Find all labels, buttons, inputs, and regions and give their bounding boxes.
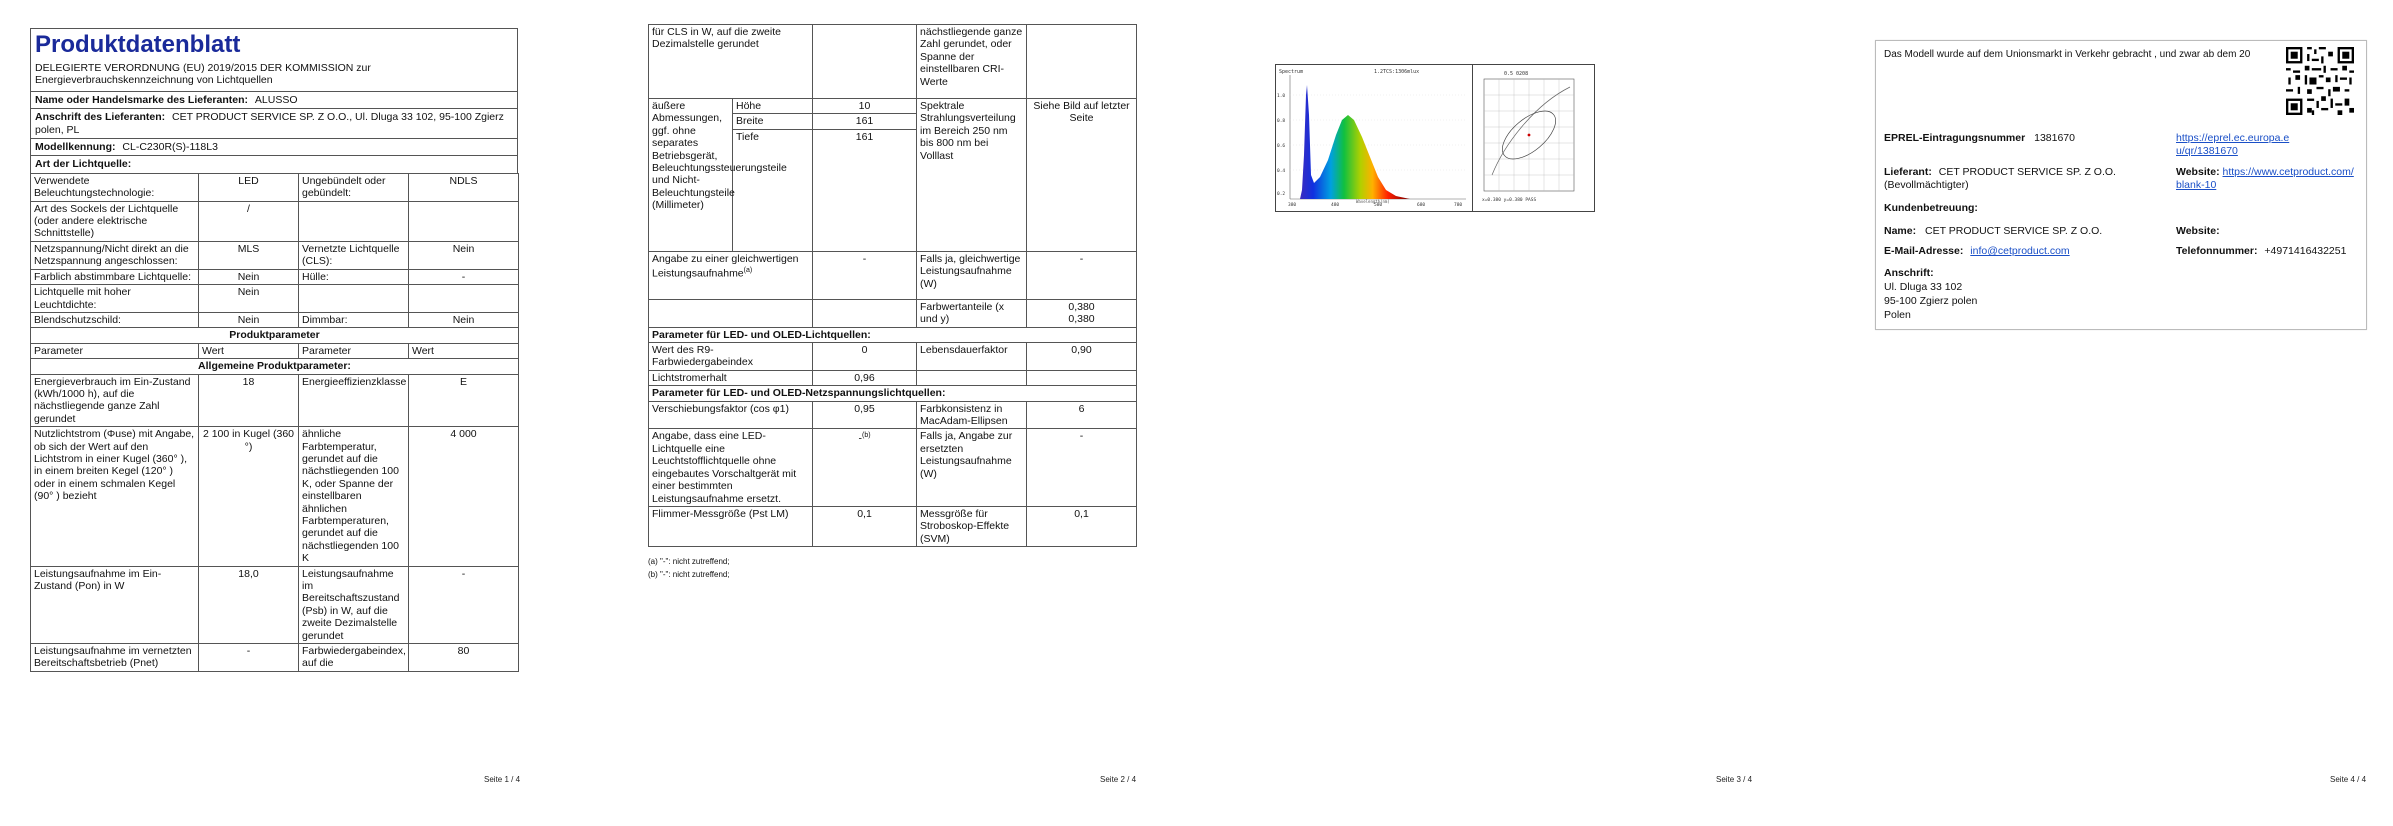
cell	[649, 299, 813, 327]
cell: -	[409, 269, 519, 284]
cell: -	[409, 566, 519, 643]
regulation-text: DELEGIERTE VERORDNUNG (EU) 2019/2015 DER KOMMISSION zur Energieverbrauchskennzeichnung von Lichtquellen	[35, 62, 371, 87]
cell: äußere Abmessungen, ggf. ohne separates Betriebsgerät, Beleuchtungssteuerungsteile und Nicht-Beleuchtungsteile (Millimeter)	[649, 99, 733, 252]
cell: Leistungsaufnahme im Bereitschaftszustand (Psb) in W, auf die zweite Dezimalstelle gerundet	[299, 566, 409, 643]
phone-row	[2176, 245, 2346, 257]
cell: Falls ja, Angabe zur ersetzten Leistungsaufnahme (W)	[917, 429, 1027, 506]
spectrum-ylabel: Spectrum	[1279, 69, 1304, 75]
cell: Dimmbar:	[299, 312, 409, 327]
chromaticity-point	[1528, 134, 1531, 137]
table-row	[31, 173, 519, 201]
supplier-label: Lieferant:	[1884, 166, 1932, 178]
planckian-locus	[1492, 87, 1570, 175]
model-value: CL-C230R(S)-118L3	[122, 141, 218, 154]
table-header-row	[31, 343, 519, 358]
spectrum-xtick: 680	[1417, 203, 1426, 208]
cell: Nein	[199, 269, 299, 284]
footnote-b: (b) "-": nicht zutreffend;	[648, 570, 730, 580]
page1-content	[30, 28, 518, 672]
cell: LED	[199, 173, 299, 201]
page-number: Seite 1 / 4	[484, 775, 521, 784]
spectrum-ytick: 0.2	[1277, 192, 1286, 197]
table-row	[649, 401, 1137, 429]
page-2	[620, 0, 1180, 826]
table-row	[649, 506, 1137, 546]
cell: 6	[1027, 401, 1137, 429]
cell: Farbkonsistenz in MacAdam-Ellipsen	[917, 401, 1027, 429]
cell: Flimmer-Messgröße (Pst LM)	[649, 506, 813, 546]
cell: /	[199, 201, 299, 241]
phone-label: Telefonnummer:	[2176, 245, 2258, 257]
table-row	[649, 370, 1137, 385]
light-source-type-row: Art der Lichtquelle:	[30, 155, 518, 172]
cell: 10	[813, 99, 917, 114]
table-row	[31, 241, 519, 269]
customer-care-label: Kundenbetreuung:	[1884, 202, 1978, 214]
footnote-a: (a) "-": nicht zutreffend;	[648, 557, 730, 567]
cell: Verschiebungsfaktor (cos φ1)	[649, 401, 813, 429]
cell: Angabe zu einer gleichwertigen Leistungsaufnahme$^{(a)}$	[649, 251, 813, 299]
divider	[1472, 65, 1473, 211]
supplier-address-row	[30, 108, 518, 138]
cell: -	[1027, 429, 1137, 506]
cell: Falls ja, gleichwertige Leistungsaufnahme (W)	[917, 251, 1027, 299]
cie-caption: x=0.380 y=0.380 PASS	[1482, 198, 1537, 203]
spectrum-xtick: 380	[1288, 203, 1297, 208]
cell: Lichtstromerhalt	[649, 370, 813, 385]
cell: Lebensdauerfaktor	[917, 343, 1027, 371]
cell: Netzspannung/Nicht direkt an die Netzspannung angeschlossen:	[31, 241, 199, 269]
page-number: Seite 3 / 4	[1716, 775, 1753, 784]
email-label: E-Mail-Adresse:	[1884, 245, 1964, 257]
care-name-label: Name:	[1884, 225, 1917, 237]
email-link[interactable]: info@cetproduct.com	[1970, 245, 2070, 257]
cell: Blendschutzschild:	[31, 312, 199, 327]
section-header-row	[31, 328, 519, 343]
eprel-link[interactable]: https://eprel.ec.europa.eu/qr/1381670	[2176, 132, 2290, 157]
table-row	[31, 644, 519, 672]
spectrum-xlabel: Wavelength(nm)	[1356, 199, 1390, 204]
cell: 0,95	[813, 401, 917, 429]
cell: Nein	[199, 312, 299, 327]
cell: 18	[199, 374, 299, 427]
eprel-label: EPREL-Eintragungsnummer	[1884, 132, 2026, 144]
table-row	[31, 201, 519, 241]
cell: 4 000	[409, 427, 519, 566]
spectrum-ytick: 0.6	[1277, 144, 1286, 149]
website-row	[2176, 166, 2358, 192]
col-header: Wert	[409, 343, 519, 358]
section-header-row	[31, 359, 519, 374]
cell: NDLS	[409, 173, 519, 201]
cell: Spektrale Strahlungsverteilung im Bereich 250 nm bis 800 nm bei Volllast	[917, 99, 1027, 252]
cell: Energieeffizienzklasse	[299, 374, 409, 427]
cell: Farblich abstimmbare Lichtquelle:	[31, 269, 199, 284]
page-title: Produktdatenblatt	[35, 31, 241, 58]
cell: -	[813, 251, 917, 299]
supplier-value: CET PRODUCT SERVICE SP. Z O.O. (Bevollmächtigter)	[1884, 166, 2116, 191]
light-source-table	[30, 173, 519, 672]
table-row	[649, 99, 1137, 114]
cell: Breite	[733, 114, 813, 129]
cell: Leistungsaufnahme im vernetzten Bereitschaftsbetrieb (Pnet)	[31, 644, 199, 672]
cell: Vernetzte Lichtquelle (CLS):	[299, 241, 409, 269]
table-row	[31, 312, 519, 327]
cell	[813, 25, 917, 99]
cell: Wert des R9-Farbwiedergabeindex	[649, 343, 813, 371]
col-header: Parameter	[31, 343, 199, 358]
cell: Nein	[409, 241, 519, 269]
cell	[1027, 25, 1137, 99]
care-website-label: Website:	[2176, 225, 2220, 237]
cell	[1027, 299, 1137, 327]
cell: für CLS in W, auf die zweite Dezimalstelle gerundet	[649, 25, 813, 99]
page-number: Seite 2 / 4	[1100, 775, 1137, 784]
table-row	[31, 566, 519, 643]
cell: 2 100 in Kugel (360 °)	[199, 427, 299, 566]
cell: 0,1	[1027, 506, 1137, 546]
supplier-name-row	[30, 91, 518, 108]
table-row	[649, 251, 1137, 299]
chroma-y: 0,380	[1068, 313, 1095, 326]
cell: 0	[813, 343, 917, 371]
table-row	[31, 374, 519, 427]
address-label: Anschrift:	[1884, 267, 1934, 279]
address-line-2: 95-100 Zgierz polen	[1884, 295, 1978, 307]
cell: Ungebündelt oder gebündelt:	[299, 173, 409, 201]
spectrum-xtick: 480	[1331, 203, 1340, 208]
cell	[409, 285, 519, 313]
spectrum-title: 1.2TCS:1306mlux	[1374, 69, 1420, 75]
cell	[813, 299, 917, 327]
cell: 161	[813, 114, 917, 129]
table-row	[649, 299, 1137, 327]
phone-value: +4971416432251	[2264, 245, 2347, 257]
cell: Energieverbrauch im Ein-Zustand (kWh/1000 h), auf die nächstliegende ganze Zahl gerundet	[31, 374, 199, 427]
website-link[interactable]: https://www.cetproduct.com/blank-10	[2176, 166, 2354, 191]
cell: -$^{(b)}$	[813, 429, 917, 506]
cell	[409, 201, 519, 241]
chroma-x: 0,380	[1068, 300, 1095, 313]
cell: Farbwertanteile (x und y)	[917, 299, 1027, 327]
cell: 0,96	[813, 370, 917, 385]
supplier-row	[1884, 166, 2174, 192]
info-box	[1875, 40, 2367, 330]
page-number: Seite 4 / 4	[2330, 775, 2367, 784]
cell: Farbwiedergabeindex, auf die	[299, 644, 409, 672]
product-params-heading: Produktparameter	[31, 328, 519, 343]
cell	[1027, 370, 1137, 385]
spectrum-ytick: 0.4	[1277, 169, 1286, 174]
cell: -	[199, 644, 299, 672]
col-header: Wert	[199, 343, 299, 358]
cell: ähnliche Farbtemperatur, gerundet auf die nächstliegenden 100 K, oder Spanne der einstellbaren ähnlichen Farbtemperaturen, gerundet auf die nächstliegenden 100 K	[299, 427, 409, 566]
model-row	[30, 138, 518, 155]
table-row	[31, 427, 519, 566]
cell: 0,1	[813, 506, 917, 546]
address-line-3: Polen	[1884, 309, 1911, 321]
care-name-value: CET PRODUCT SERVICE SP. Z O.O.	[1925, 225, 2103, 237]
col-header: Parameter	[299, 343, 409, 358]
cell	[299, 285, 409, 313]
mains-params-heading: Parameter für LED- und OLED-Netzspannungslichtquellen:	[649, 386, 1137, 401]
spectrum-xtick: 580	[1374, 203, 1383, 208]
cell: Nein	[409, 312, 519, 327]
cell: Tiefe	[733, 129, 813, 251]
section-header-row	[649, 386, 1137, 401]
page-4	[1860, 0, 2393, 826]
params-table-continued	[648, 24, 1137, 547]
cell: Messgröße für Stroboskop-Effekte (SVM)	[917, 506, 1027, 546]
cell: Art des Sockels der Lichtquelle (oder andere elektrische Schnittstelle)	[31, 201, 199, 241]
cell	[299, 201, 409, 241]
email-row	[1884, 245, 2070, 257]
cell: Lichtquelle mit hoher Leuchtdichte:	[31, 285, 199, 313]
market-text: Das Modell wurde auf dem Unionsmarkt in Verkehr gebracht , und zwar ab dem 20	[1884, 49, 2251, 60]
section-header-row	[649, 327, 1137, 342]
cell: Siehe Bild auf letzter Seite	[1027, 99, 1137, 252]
cell: 18,0	[199, 566, 299, 643]
cell: Nein	[199, 285, 299, 313]
cell: Angabe, dass eine LED-Lichtquelle eine Leuchtstofflichtquelle ohne eingebautes Vorschaltgerät mit einer bestimmten Leistungsaufnahme ersetzt.	[649, 429, 813, 506]
cell: Nutzlichtstrom (Φuse) mit Angabe, ob sich der Wert auf den Lichtstrom in einer Kugel (360° ), in einem breiten Kegel (120° ) oder in einem schmalen Kegel (90° ) bezieht	[31, 427, 199, 566]
spectrum-xtick: 780	[1454, 203, 1463, 208]
table-row	[31, 269, 519, 284]
supplier-address-label: Anschrift des Lieferanten:	[35, 111, 166, 124]
table-row	[649, 25, 1137, 99]
table-row	[31, 285, 519, 313]
spectrum-ytick: 1.0	[1277, 94, 1286, 99]
cell: Leistungsaufnahme im Ein-Zustand (Pon) in W	[31, 566, 199, 643]
spectrum-chart	[1276, 65, 1472, 209]
cie-chart	[1474, 65, 1594, 209]
table-row	[649, 429, 1137, 506]
care-name-row	[1884, 225, 2102, 237]
cell: MLS	[199, 241, 299, 269]
cell: nächstliegende ganze Zahl gerundet, oder Spanne der einstellbaren CRI-Werte	[917, 25, 1027, 99]
cell: 80	[409, 644, 519, 672]
address-line-1: Ul. Dluga 33 102	[1884, 281, 1963, 293]
supplier-name-value: ALUSSO	[254, 93, 298, 106]
qr-code-icon	[2286, 47, 2354, 115]
cie-title: 0.5 0208	[1504, 71, 1529, 77]
spectrum-image	[1275, 64, 1595, 212]
cell: Hülle:	[299, 269, 409, 284]
cell: Höhe	[733, 99, 813, 114]
cell: -	[1027, 251, 1137, 299]
model-label: Modellkennung:	[35, 141, 116, 154]
eprel-value: 1381670	[2034, 132, 2075, 144]
cell	[917, 370, 1027, 385]
spectrum-ytick: 0.8	[1277, 119, 1286, 124]
general-params-heading: Allgemeine Produktparameter:	[31, 359, 519, 374]
page2-content	[648, 24, 1136, 579]
cell: 161	[813, 129, 917, 251]
header-block	[30, 28, 518, 91]
replace-value: -	[858, 432, 862, 445]
website-label: Website:	[2176, 166, 2220, 178]
led-params-heading: Parameter für LED- und OLED-Lichtquellen:	[649, 327, 1137, 342]
cell: 0,90	[1027, 343, 1137, 371]
page-1	[0, 0, 560, 826]
supplier-address-value: CET PRODUCT SERVICE SP. Z O.O., Ul. Dluga 33 102, 95-100 Zgierz polen, PL	[35, 111, 504, 136]
equiv-label: Angabe zu einer gleichwertigen Leistungsaufnahme	[652, 252, 799, 280]
eprel-row	[1884, 132, 2075, 144]
supplier-name-label: Name oder Handelsmarke des Lieferanten:	[35, 93, 248, 106]
page-3	[1240, 0, 1800, 826]
cell: E	[409, 374, 519, 427]
cell: Verwendete Beleuchtungstechnologie:	[31, 173, 199, 201]
table-row	[649, 343, 1137, 371]
